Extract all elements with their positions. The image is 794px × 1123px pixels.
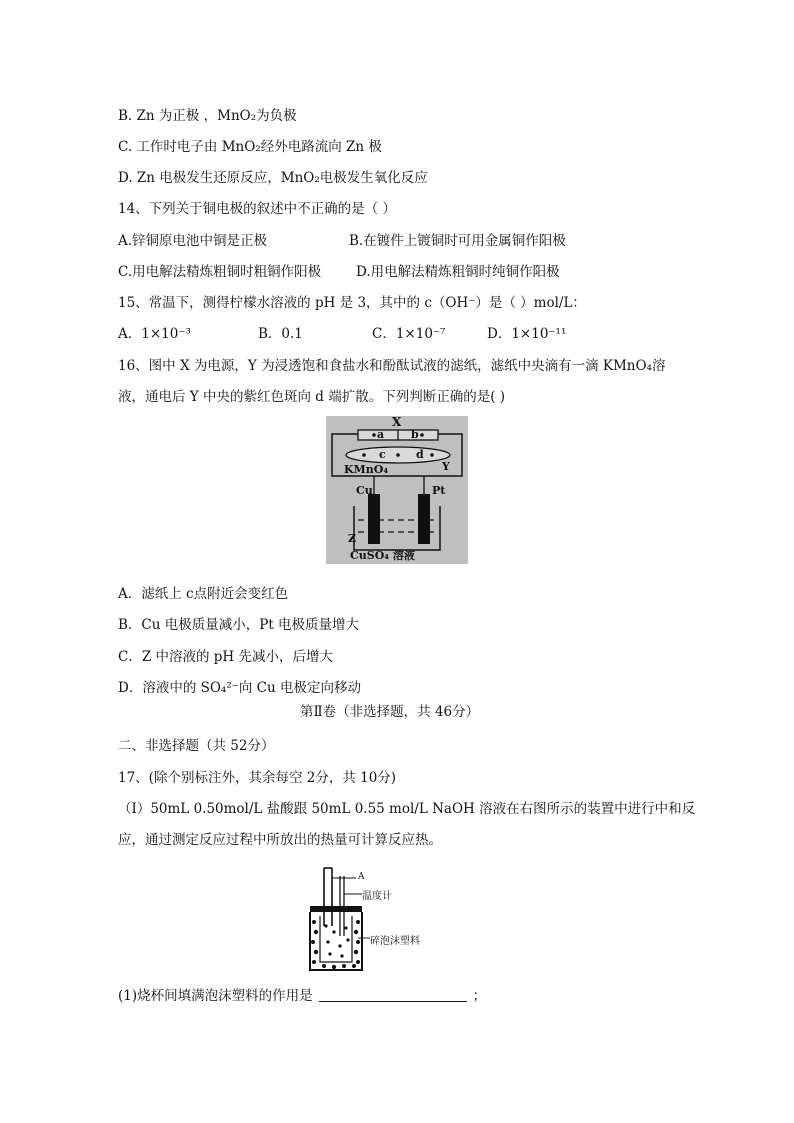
calorimeter-figure bbox=[300, 866, 440, 978]
q15-stem: 15、常温下，测得柠檬水溶液的 pH 是 3，其中的 c（OH⁻）是（ ）mol/L： bbox=[118, 295, 586, 311]
q17-part1-line1: （Ⅰ）50mL 0.50mol/L 盐酸跟 50mL 0.55 mol/L NaOH 溶液在右图所示的装置中进行中和反 bbox=[118, 801, 696, 817]
part2-title: 第Ⅱ卷（非选择题，共 46分） bbox=[300, 704, 480, 720]
q16-stem-line2: 液，通电后 Y 中央的紫红色斑向 d 端扩散。下列判断正确的是( ) bbox=[118, 389, 506, 405]
label-z: Z bbox=[348, 532, 357, 545]
q13-option-b: B. Zn 为正极 ，MnO₂为负极 bbox=[118, 108, 297, 124]
q17-sub1 bbox=[118, 984, 486, 1004]
label-cu: Cu bbox=[356, 484, 373, 497]
label-pt: Pt bbox=[432, 484, 446, 497]
label-foam: 碎泡沫塑料 bbox=[370, 936, 420, 947]
q16-option-a: A．滤纸上 c点附近会变红色 bbox=[118, 586, 289, 602]
q13-option-c: C. 工作时电子由 MnO₂经外电路流向 Zn 极 bbox=[118, 139, 382, 155]
q15-option-c: C．1×10⁻⁷ bbox=[372, 326, 446, 342]
q17-sub1-prefix: (1)烧杯间填满泡沫塑料的作用是 bbox=[118, 988, 313, 1004]
q14-stem: 14、下列关于铜电极的叙述中不正确的是（ ） bbox=[118, 201, 396, 217]
q16-option-c: C．Z 中溶液的 pH 先减小，后增大 bbox=[118, 649, 333, 665]
label-a-stirrer: A bbox=[358, 872, 365, 882]
q16-option-d: D．溶液中的 SO₄²⁻向 Cu 电极定向移动 bbox=[118, 680, 361, 696]
label-y: Y bbox=[442, 460, 450, 473]
q15-option-d: D．1×10⁻¹¹ bbox=[487, 326, 567, 342]
label-cuso4: CuSO₄ 溶液 bbox=[350, 549, 415, 562]
q16-option-b: B．Cu 电极质量减小，Pt 电极质量增大 bbox=[118, 617, 360, 633]
section-title: 二、非选择题（共 52分） bbox=[118, 738, 275, 754]
q15-option-a: A．1×10⁻³ bbox=[118, 326, 191, 342]
label-kmno4: KMnO₄ bbox=[344, 463, 389, 476]
q17-stem: 17、(除个别标注外，其余每空 2分，共 10分) bbox=[118, 770, 397, 786]
q15-option-b: B．0.1 bbox=[258, 326, 303, 342]
electrolysis-figure bbox=[326, 416, 468, 564]
q17-sub1-suffix: ； bbox=[472, 988, 487, 1004]
label-b: b bbox=[411, 428, 419, 441]
q14-option-d: D.用电解法精炼粗铜时纯铜作阳极 bbox=[356, 264, 560, 280]
label-d: d bbox=[416, 448, 424, 461]
q17-part1-line2: 应，通过测定反应过程中所放出的热量可计算反应热。 bbox=[118, 832, 442, 848]
label-c: c bbox=[379, 448, 386, 461]
q14-option-a: A.锌铜原电池中铜是正极 bbox=[118, 233, 268, 249]
q16-stem-line1: 16、图中 X 为电源，Y 为浸透饱和食盐水和酚酞试液的滤纸，滤纸中央滴有一滴 KMnO₄溶 bbox=[118, 358, 666, 374]
answer-blank[interactable] bbox=[319, 987, 467, 1002]
q14-option-c: C.用电解法精炼粗铜时粗铜作阳极 bbox=[118, 264, 322, 280]
q14-option-b: B.在镀件上镀铜时可用金属铜作阳极 bbox=[349, 233, 566, 249]
label-x: X bbox=[392, 415, 402, 429]
label-a: a bbox=[377, 428, 385, 441]
q13-option-d: D. Zn 电极发生还原反应，MnO₂电极发生氧化反应 bbox=[118, 170, 428, 186]
label-thermometer: 温度计 bbox=[362, 891, 392, 902]
